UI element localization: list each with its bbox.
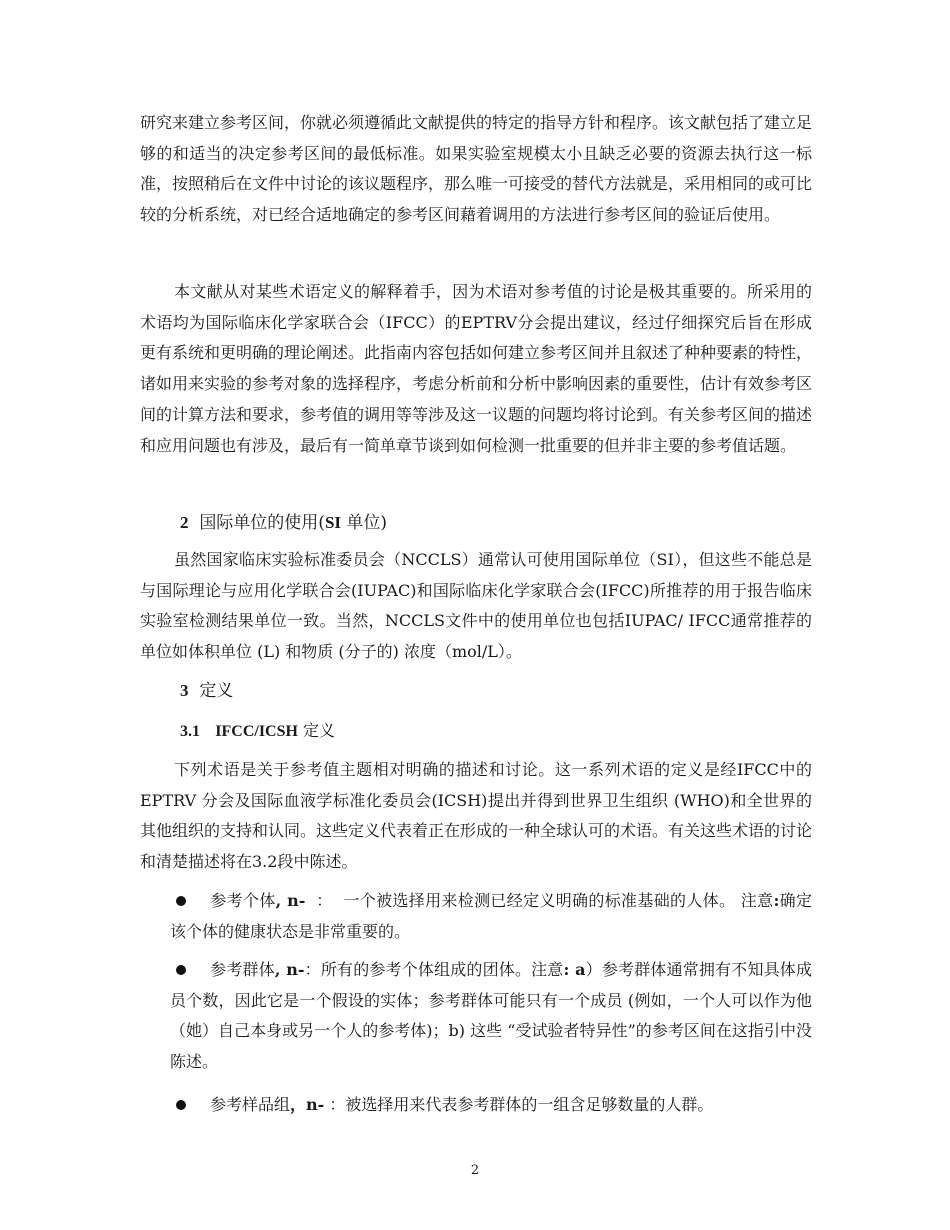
definition-item: 参考样品组，n- ：被选择用来代表参考群体的一组含足够数量的人群。 xyxy=(170,1090,812,1121)
section-heading-2: 2 国际单位的使用(SI 单位) xyxy=(180,513,388,533)
page-number: 2 xyxy=(470,1163,480,1178)
bullet-icon xyxy=(176,896,186,906)
paragraph-terminology: 本文献从对某些术语定义的解释着手，因为术语对参考值的讨论是极其重要的。所采用的术语均为国际临床化学家联合会（IFCC）的EPTRV分会提出建议，经过仔细探究后旨在形成更有系统和更明确的理论阐述。此指南内容包括如何建立参考区间并且叙述了种种要素的特性，诸如用来实验的参考对象的选择程序，考虑分析前和分析中影响因素的重要性，估计有效参考区间的计算方法和要求，参考值的调用等等涉及这一议题的问题均将讨论到。有关参考区间的描述和应用问题也有涉及，最后有一简单章节谈到如何检测一批重要的但并非主要的参考值话题。 xyxy=(140,282,813,455)
section-heading-3: 3 定义 xyxy=(180,681,234,701)
subsection-heading-3-1: 3.1 IFCC/ICSH 定义 xyxy=(180,721,336,740)
definition-item: 参考个体, n- ： 一个被选择用来检测已经定义明确的标准基础的人体。 注意:确定该个体的健康状态是非常重要的。 xyxy=(170,891,813,941)
paragraph-definitions: 下列术语是关于参考值主题相对明确的描述和讨论。这一系列术语的定义是经IFCC中的EPTRV 分会及国际血液学标准化委员会(ICSH)提出并得到世界卫生组织 (WHO)和全世界的其他组织的支持和认同。这些定义代表着正在形成的一种全球认可的术语。有关这些术语的讨论和清楚描述将在3.2段中陈述。 xyxy=(140,760,813,872)
paragraph-intro-continued: 研究来建立参考区间，你就必须遵循此文献提供的特定的指导方针和程序。该文献包括了建立足够的和适当的决定参考区间的最低标准。如果实验室规模太小且缺乏必要的资源去执行这一标准，按照稍后在文件中讨论的该议题程序，那么唯一可接受的替代方法就是，采用相同的或可比较的分析系统，对已经合适地确定的参考区间藉着调用的方法进行参考区间的验证后使用。 xyxy=(140,113,813,225)
bullet-icon xyxy=(176,1100,186,1110)
paragraph-si-units: 虽然国家临床实验标准委员会（NCCLS）通常认可使用国际单位（SI），但这些不能总是与国际理论与应用化学联合会(IUPAC)和国际临床化学家联合会(IFCC)所推荐的用于报告临床实验室检测结果单位一致。当然，NCCLS文件中的使用单位也包括IUPAC/ IFCC通常推荐的单位如体积单位 (L) 和物质 (分子的) 浓度（mol/L）。 xyxy=(140,550,812,662)
definition-item: 参考群体, n-：所有的参考个体组成的团体。注意: a）参考群体通常拥有不知具体成员个数，因此它是一个假设的实体；参考群体可能只有一个成员 (例如，一个人可以作为他（她）自己本身或另一个人的参考体)；b) 这些 “受试验者特异性”的参考区间在这指引中没陈述。 xyxy=(170,960,812,1072)
bullet-icon xyxy=(176,965,186,975)
